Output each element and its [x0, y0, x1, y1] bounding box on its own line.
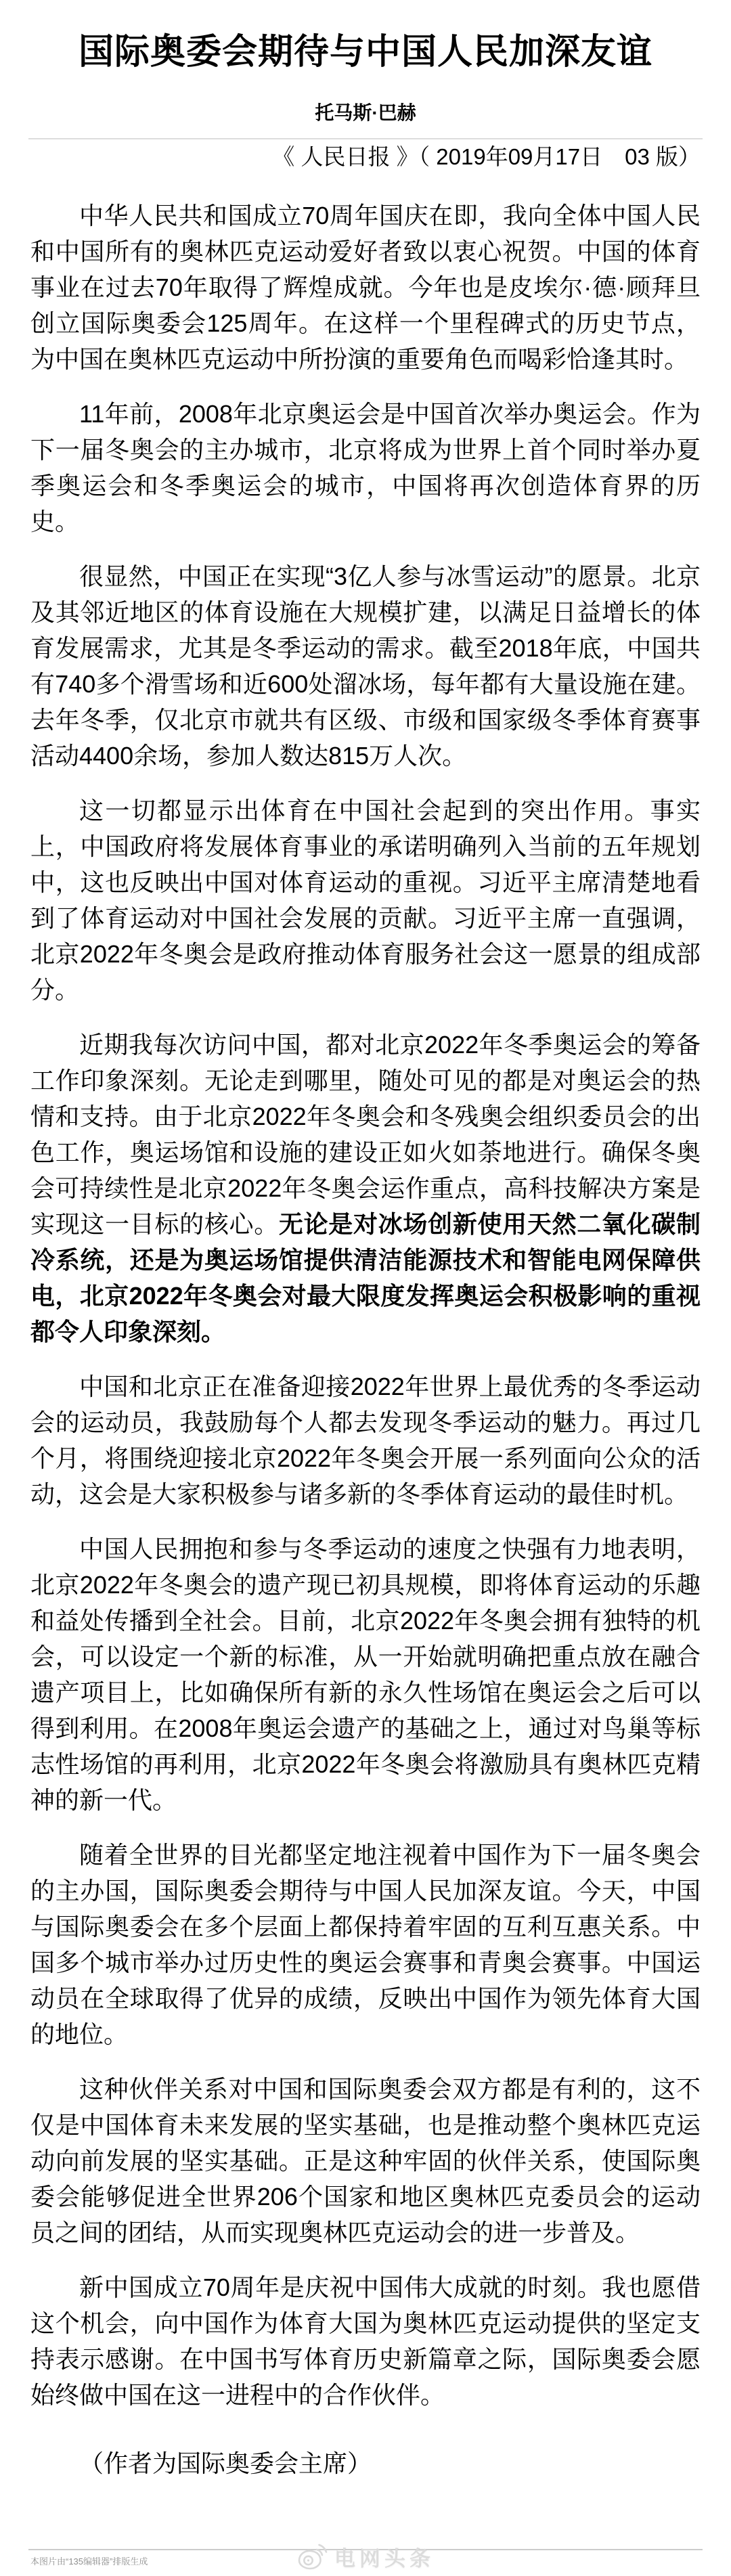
editor-credit-note: 本图片由“135编辑器”排版生成 [30, 2556, 148, 2567]
weibo-eye-icon [296, 2542, 328, 2572]
article-paragraph [30, 1369, 701, 1512]
article-title: 国际奥委会期待与中国人民加深友谊 [78, 32, 652, 72]
article-paragraph [30, 558, 701, 774]
article-paragraph [30, 793, 701, 1008]
paragraph-segment: 新中国成立70周年是庆祝中国伟大成就的时刻。我也愿借这个机会，向中国作为体育大国为奥林匹克运动提供的坚定支持表示感谢。在中国书写体育历史新篇章之际，国际奥委会愿始终做中国在这一进程中的合作伙伴。 [30, 2273, 701, 2409]
article-paragraph [30, 396, 701, 539]
author-note: （作者为国际奥委会主席） [79, 2449, 372, 2477]
watermark-text: 电网头条 [334, 2547, 435, 2571]
paragraph-segment: 这一切都显示出体育在中国社会起到的突出作用。事实上，中国政府将发展体育事业的承诺明确列入当前的五年规划中，这也反映出中国对体育运动的重视。习近平主席清楚地看到了体育运动对中国社会发展的贡献。习近平主席一直强调，北京2022年冬奥会是政府推动体育服务社会这一愿景的组成部分。 [30, 797, 701, 1004]
paragraph-segment: 中华人民共和国成立70周年国庆在即，我向全体中国人民和中国所有的奥林匹克运动爱好者致以衷心祝贺。中国的体育事业在过去70年取得了辉煌成就。今年也是皮埃尔·德·顾拜旦创立国际奥委会125周年。在这样一个里程碑式的历史节点，为中国在奥林匹克运动中所扮演的重要角色而喝彩恰逢其时。 [30, 202, 701, 373]
article-body [0, 198, 731, 2413]
article-header [0, 32, 731, 169]
paragraph-segment: 中国和北京正在准备迎接2022年世界上最优秀的冬季运动会的运动员，我鼓励每个人都去发现冬季运动的魅力。再过几个月，将围绕迎接北京2022年冬奥会开展一系列面向公众的活动，这会是大家积极参与诸多新的冬季体育运动的最佳时机。 [30, 1373, 701, 1508]
article-paragraph [30, 1837, 701, 2052]
paragraph-bold-segment: 无论是对冰场创新使用天然二氧化碳制冷系统，还是为奥运场馆提供清洁能源技术和智能电网保障供电，北京2022年冬奥会对最大限度发挥奥运会积极影响的重视都令人印象深刻。 [30, 1210, 701, 1346]
article-author: 托马斯·巴赫 [315, 102, 416, 123]
header-divider [28, 138, 703, 139]
article-paragraph [30, 1531, 701, 1818]
paragraph-segment: 11年前，2008年北京奥运会是中国首次举办奥运会。作为下一届冬奥会的主办城市，北京将成为世界上首个同时举办夏季奥运会和冬季奥运会的城市，中国将再次创造体育界的历史。 [30, 400, 701, 535]
article-source: 《 人民日报 》（ 2019年09月17日 03 版） [272, 144, 701, 169]
paragraph-segment: 随着全世界的目光都坚定地注视着中国作为下一届冬奥会的主办国，国际奥委会期待与中国人民加深友谊。今天，中国与国际奥委会在多个层面上都保持着牢固的互利互惠关系。中国多个城市举办过历史性的奥运会赛事和青奥会赛事。中国运动员在全球取得了优异的成绩，反映出中国作为领先体育大国的地位。 [30, 1841, 701, 2048]
paragraph-segment: 近期我每次访问中国，都对北京2022年冬季奥运会的筹备工作印象深刻。无论走到哪里，随处可见的都是对奥运会的热情和支持。由于北京2022年冬奥会和冬残奥会组织委员会的出色工作，奥运场馆和设施的建设正如火如荼地进行。确保冬奥会可持续性是北京2022年冬奥会运作重点，高科技解决方案是实现这一目标的核心。 [30, 1031, 701, 1238]
article-paragraph [30, 2071, 701, 2250]
article-paragraph [30, 1027, 701, 1350]
article-paragraph [30, 198, 701, 377]
paragraph-segment: 这种伙伴关系对中国和国际奥委会双方都是有利的，这不仅是中国体育未来发展的坚实基础，也是推动整个奥林匹克运动向前发展的坚实基础。正是这种牢固的伙伴关系，使国际奥委会能够促进全世界206个国家和地区奥林匹克委员会的运动员之间的团结，从而实现奥林匹克运动会的进一步普及。 [30, 2075, 701, 2246]
paragraph-segment: 很显然，中国正在实现“3亿人参与冰雪运动”的愿景。北京及其邻近地区的体育设施在大规模扩建，以满足日益增长的体育发展需求，尤其是冬季运动的需求。截至2018年底，中国共有740多个滑雪场和近600处溜冰场，每年都有大量设施在建。去年冬季，仅北京市就共有区级、市级和国家级冬季体育赛事活动4400余场，参加人数达815万人次。 [30, 562, 701, 770]
article-paragraph [30, 2269, 701, 2413]
watermark [296, 2541, 435, 2572]
paragraph-segment: 中国人民拥抱和参与冬季运动的速度之快强有力地表明，北京2022年冬奥会的遗产现已初具规模，即将体育运动的乐趣和益处传播到全社会。目前，北京2022年冬奥会拥有独特的机会，可以设定一个新的标准，从一开始就明确把重点放在融合遗产项目上，比如确保所有新的永久性场馆在奥运会之后可以得到利用。在2008年奥运会遗产的基础之上，通过对鸟巢等标志性场馆的再利用，北京2022年冬奥会将激励具有奥林匹克精神的新一代。 [30, 1535, 701, 1814]
